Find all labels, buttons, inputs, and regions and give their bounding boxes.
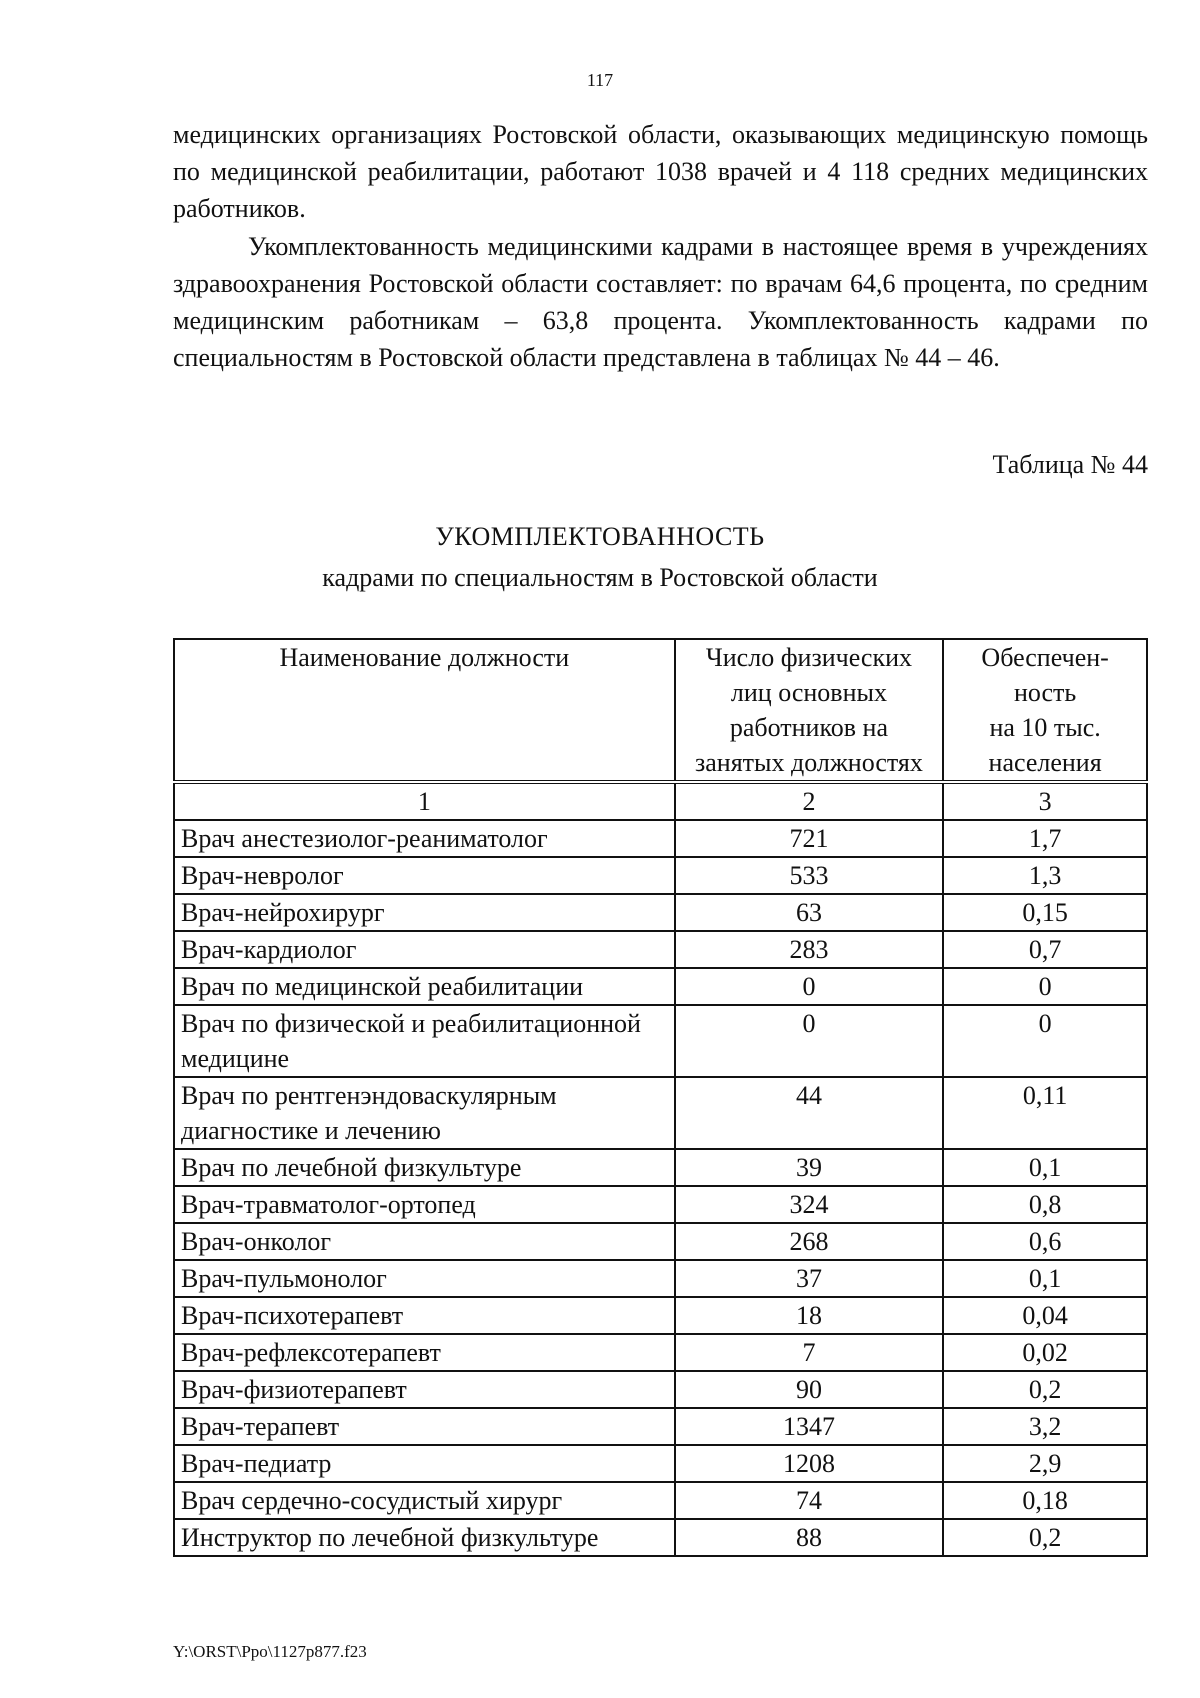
employee-count-cell: 268 [675, 1223, 944, 1260]
position-name-cell: Врач сердечно-сосудистый хирург [174, 1482, 675, 1519]
header-provision-rate-line: на 10 тыс. [989, 713, 1101, 742]
header-employee-count [675, 639, 944, 782]
employee-count-cell: 324 [675, 1186, 944, 1223]
employee-count-cell: 44 [675, 1077, 944, 1149]
table-row [174, 1186, 1147, 1223]
position-name-cell: Врач-психотерапевт [174, 1297, 675, 1334]
position-name-cell: Врач-травматолог-ортопед [174, 1186, 675, 1223]
table-row [174, 1297, 1147, 1334]
column-number: 1 [174, 782, 675, 820]
position-name-cell: Врач-кардиолог [174, 931, 675, 968]
header-position-name: Наименование должности [174, 639, 675, 782]
provision-rate-cell: 0,7 [943, 931, 1147, 968]
provision-rate-cell: 0 [943, 968, 1147, 1005]
column-number: 2 [675, 782, 944, 820]
position-name-cell: Врач-рефлексотерапевт [174, 1334, 675, 1371]
table-row [174, 1077, 1147, 1149]
header-employee-count-line: занятых должностях [694, 748, 923, 777]
table-row [174, 894, 1147, 931]
table-row [174, 1519, 1147, 1556]
staffing-paragraph: Укомплектованность медицинскими кадрами в настоящее время в учреждениях здравоохранения Ростовской области составляет: по врачам 64,6 процента, по средним медицинским работникам – 63,8 процента. Укомплектованность кадрами по специальностям в Ростовской области представлена в таблицах № 44 – 46. [173, 232, 1148, 372]
employee-count-cell: 0 [675, 968, 944, 1005]
provision-rate-cell: 0,8 [943, 1186, 1147, 1223]
provision-rate-cell: 0,1 [943, 1149, 1147, 1186]
table-label: Таблица № 44 [992, 450, 1148, 479]
provision-rate-cell: 0,2 [943, 1519, 1147, 1556]
provision-rate-cell: 0,6 [943, 1223, 1147, 1260]
header-employee-count-line: работников на [729, 713, 889, 742]
employee-count-cell: 18 [675, 1297, 944, 1334]
table-row [174, 1408, 1147, 1445]
provision-rate-cell: 0,1 [943, 1260, 1147, 1297]
provision-rate-cell: 1,7 [943, 820, 1147, 857]
employee-count-cell: 37 [675, 1260, 944, 1297]
page-number: 117 [586, 70, 614, 90]
position-name-cell: Врач-невролог [174, 857, 675, 894]
employee-count-cell: 88 [675, 1519, 944, 1556]
table-row [174, 1334, 1147, 1371]
table-title: УКОМПЛЕКТОВАННОСТЬ [435, 522, 765, 551]
position-name-cell: Врач-физиотерапевт [174, 1371, 675, 1408]
position-name-cell: Врач-педиатр [174, 1445, 675, 1482]
employee-count-cell: 63 [675, 894, 944, 931]
provision-rate-cell: 1,3 [943, 857, 1147, 894]
table-row [174, 931, 1147, 968]
header-provision-rate-line: Обеспечен- [981, 643, 1109, 672]
table-row [174, 1371, 1147, 1408]
employee-count-cell: 0 [675, 1005, 944, 1077]
employee-count-cell: 90 [675, 1371, 944, 1408]
position-name-cell: Инструктор по лечебной физкультуре [174, 1519, 675, 1556]
table-row [174, 1260, 1147, 1297]
position-name-cell: Врач по лечебной физкультуре [174, 1149, 675, 1186]
file-path-footer: Y:\ORST\Ppo\1127p877.f23 [173, 1642, 367, 1661]
employee-count-cell: 39 [675, 1149, 944, 1186]
column-number-row [174, 782, 1147, 820]
table-row [174, 1482, 1147, 1519]
provision-rate-cell: 0,11 [943, 1077, 1147, 1149]
position-name-cell: Врач-нейрохирург [174, 894, 675, 931]
employee-count-cell: 533 [675, 857, 944, 894]
header-provision-rate-line: населения [988, 748, 1102, 777]
provision-rate-cell: 0,04 [943, 1297, 1147, 1334]
position-name-cell: Врач по медицинской реабилитации [174, 968, 675, 1005]
employee-count-cell: 721 [675, 820, 944, 857]
table-row [174, 1223, 1147, 1260]
column-number: 3 [943, 782, 1147, 820]
employee-count-cell: 7 [675, 1334, 944, 1371]
table-row [174, 1445, 1147, 1482]
position-name-cell: Врач по рентгенэндоваскулярным диагностике и лечению [174, 1077, 675, 1149]
position-name-cell: Врач по физической и реабилитационной медицине [174, 1005, 675, 1077]
header-employee-count-line: лиц основных [730, 678, 887, 707]
table-row [174, 820, 1147, 857]
provision-rate-cell: 0,15 [943, 894, 1147, 931]
table-row [174, 968, 1147, 1005]
staffing-table [173, 638, 1148, 1557]
table-row [174, 1149, 1147, 1186]
employee-count-cell: 74 [675, 1482, 944, 1519]
provision-rate-cell: 0 [943, 1005, 1147, 1077]
table-row [174, 857, 1147, 894]
table-row [174, 1005, 1147, 1077]
intro-paragraph: медицинских организациях Ростовской области, оказывающих медицинскую помощь по медицинской реабилитации, работают 1038 врачей и 4 118 средних медицинских работников. [173, 120, 1148, 223]
provision-rate-cell: 2,9 [943, 1445, 1147, 1482]
table-header-row [174, 639, 1147, 782]
position-name-cell: Врач-онколог [174, 1223, 675, 1260]
provision-rate-cell: 0,18 [943, 1482, 1147, 1519]
table-subtitle: кадрами по специальностям в Ростовской области [322, 563, 878, 592]
provision-rate-cell: 0,02 [943, 1334, 1147, 1371]
position-name-cell: Врач-терапевт [174, 1408, 675, 1445]
provision-rate-cell: 3,2 [943, 1408, 1147, 1445]
employee-count-cell: 283 [675, 931, 944, 968]
header-provision-rate-line: ность [1013, 678, 1077, 707]
position-name-cell: Врач-пульмонолог [174, 1260, 675, 1297]
employee-count-cell: 1347 [675, 1408, 944, 1445]
header-provision-rate [943, 639, 1147, 782]
provision-rate-cell: 0,2 [943, 1371, 1147, 1408]
position-name-cell: Врач анестезиолог-реаниматолог [174, 820, 675, 857]
employee-count-cell: 1208 [675, 1445, 944, 1482]
header-employee-count-line: Число физических [705, 643, 912, 672]
